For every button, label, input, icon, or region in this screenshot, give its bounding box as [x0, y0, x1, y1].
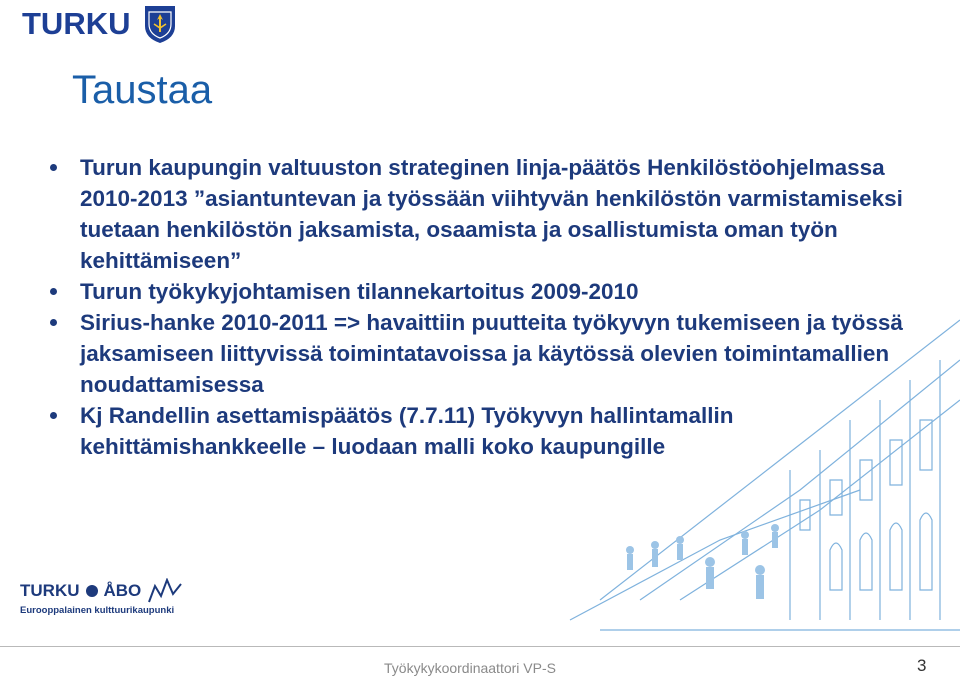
- bullet-item: [48, 276, 908, 307]
- bullet-dot-icon: [50, 412, 57, 419]
- bullet-item: [48, 307, 908, 400]
- bullet-list: [48, 152, 908, 462]
- slide-title: Taustaa: [72, 68, 213, 112]
- bullet-item: [48, 152, 908, 276]
- bullet-text: Turun työkykyjohtamisen tilannekartoitus 2009-2010: [80, 279, 639, 304]
- turku-coat-of-arms-icon: [143, 4, 177, 44]
- bullet-dot-icon: [50, 319, 57, 326]
- crown-flourish-icon: [147, 578, 183, 604]
- turku-logo: [22, 4, 177, 44]
- logo-word-turku: TURKU: [20, 581, 80, 600]
- bullet-text: Sirius-hanke 2010-2011 => havaittiin puutteita työkyvyn tukemiseen ja työssä jaksamiseen liittyvissä toimintatavoissa ja käytössä olevien toimintamallien noudattamisessa: [80, 310, 903, 397]
- footer-text: Työkykykoordinaattori VP-S: [384, 660, 556, 676]
- bullet-item: [48, 400, 908, 462]
- footer-divider: [0, 646, 960, 647]
- logo-subtitle: Eurooppalainen kulttuurikaupunki: [20, 605, 175, 616]
- bullet-dot-icon: [50, 164, 57, 171]
- bullet-text: Kj Randellin asettamispäätös (7.7.11) Työkyvyn hallintamallin kehittämishankkeelle – luodaan malli koko kaupungille: [80, 403, 734, 459]
- logo-dot-icon: [86, 585, 98, 597]
- bullet-text: Turun kaupungin valtuuston strateginen linja-päätös Henkilöstöohjelmassa 2010-2013 ”asiantuntevan ja työssään viihtyvän henkilöstön varmistamiseksi tuetaan henkilöstön jaksamista, osaamista ja osallistumista oman työn kehittämiseen”: [80, 155, 903, 273]
- turku-logo-text: TURKU: [22, 6, 131, 41]
- page-number: 3: [917, 656, 927, 675]
- turku-abo-culture-capital-logo: [20, 578, 183, 616]
- logo-word-abo: ÅBO: [103, 581, 142, 600]
- bullet-dot-icon: [50, 288, 57, 295]
